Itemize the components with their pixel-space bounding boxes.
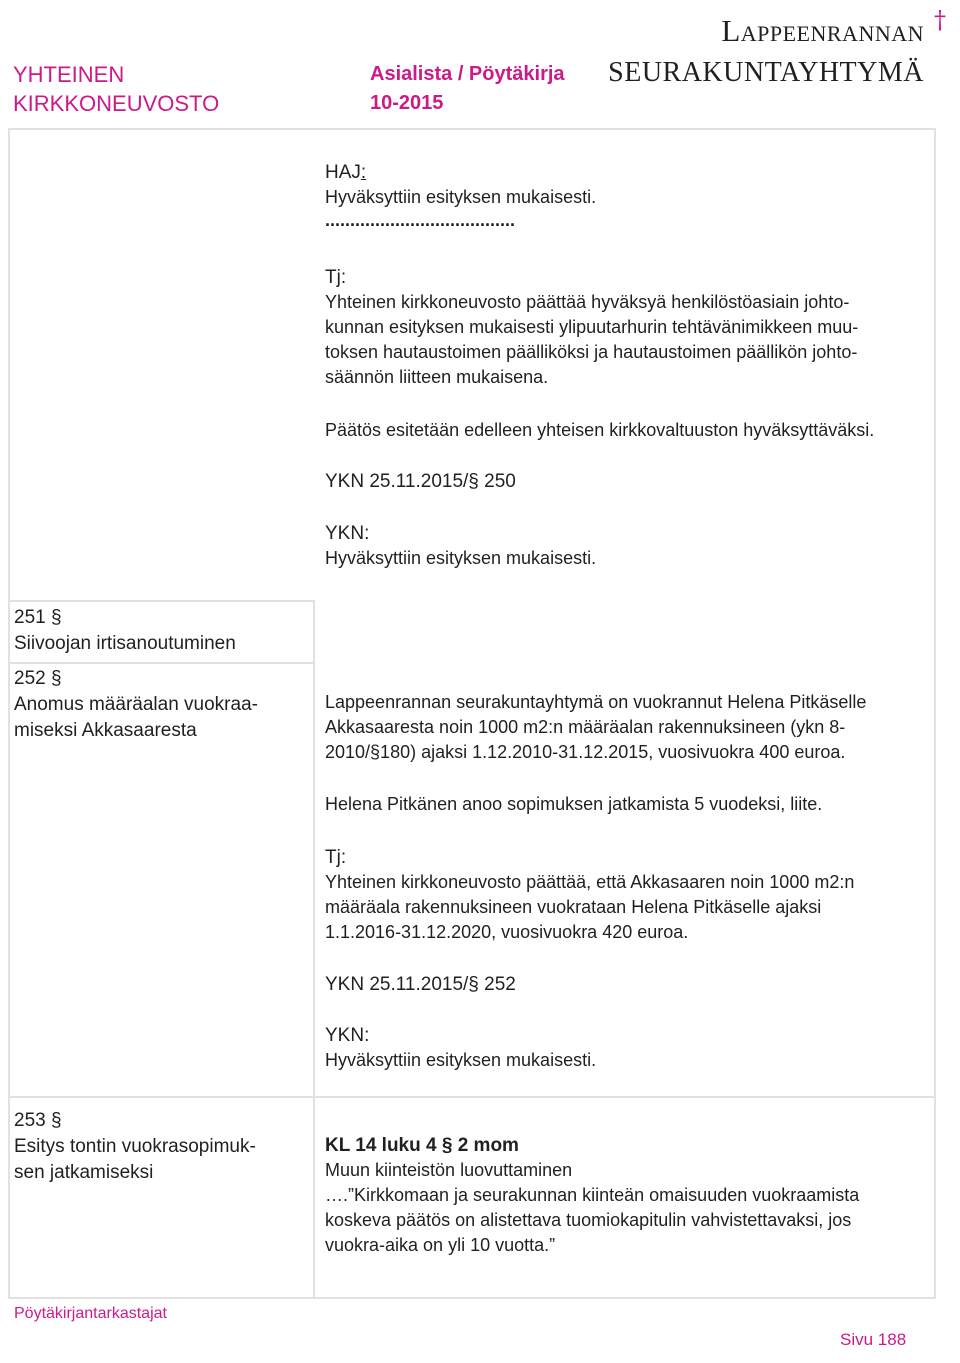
item-252-ykn-label: YKN:: [325, 1025, 370, 1046]
item-252-ykn-text: Hyväksyttiin esityksen mukaisesti.: [325, 1050, 597, 1070]
item-252-p1-line-2: Akkasaaresta noin 1000 m2:n määräalan rakennuksineen (ykn 8-: [325, 717, 846, 737]
ykn-text: Hyväksyttiin esityksen mukaisesti.: [325, 548, 597, 568]
decision-note: Päätös esitetään edelleen yhteisen kirkkovaltuuston hyväksyttäväksi.: [325, 420, 875, 440]
frame-top-rule: [8, 128, 936, 130]
haj-colon: :: [360, 162, 367, 183]
frame-right-rule: [934, 128, 936, 1298]
cross-icon: †: [934, 6, 946, 34]
item-252-number: 252 §: [14, 668, 62, 689]
ykn-decision-250: [325, 521, 925, 571]
tj-line-1: Yhteinen kirkkoneuvosto päättää hyväksyä henkilöstöasiain johto-: [325, 292, 850, 312]
brand-line-2: SEURAKUNTAYHTYMÄ: [608, 57, 924, 88]
item-253-rule: [8, 1096, 936, 1098]
header-organization: [13, 60, 219, 118]
haj-label: HAJ: [325, 162, 361, 183]
brand-logo: [608, 6, 946, 92]
ykn-label: YKN:: [325, 523, 370, 544]
tj-line-3: toksen hautaustoimen päälliköksi ja hautaustoimen päällikön johto-: [325, 342, 858, 362]
item-252-tj-label: Tj:: [325, 847, 347, 868]
item-251-number: 251 §: [14, 607, 62, 628]
quote-line-2: koskeva päätös on alistettava tuomiokapitulin vahvistettavaksi, jos: [325, 1210, 852, 1230]
tj-line-2: kunnan esityksen mukaisesti ylipuutarhurin tehtävänimikkeen muu-: [325, 317, 859, 337]
tj-line-4: säännön liitteen mukaisena.: [325, 367, 549, 387]
law-reference: KL 14 luku 4 § 2 mom: [325, 1135, 519, 1156]
frame-left-rule: [8, 128, 10, 1298]
item-252-heading: [14, 666, 299, 744]
item-251-heading: [14, 605, 299, 657]
doc-type-label: Asialista / Pöytäkirja: [370, 63, 565, 85]
item-253-heading: [14, 1108, 299, 1186]
quote-line-1: ….”Kirkkomaan ja seurakunnan kiinteän omaisuuden vuokraamista: [325, 1185, 860, 1205]
item-252-application: Helena Pitkänen anoo sopimuksen jatkamista 5 vuodeksi, liite.: [325, 794, 823, 814]
column-divider: [313, 600, 315, 1298]
haj-text: Hyväksyttiin esityksen mukaisesti.: [325, 187, 597, 207]
item-252-tj-line-2: määräala rakennuksineen vuokrataan Helena Pitkäselle ajaksi: [325, 897, 822, 917]
tj-proposal: [325, 265, 925, 390]
law-subtitle: Muun kiinteistön luovuttaminen: [325, 1160, 573, 1180]
org-line-2: KIRKKONEUVOSTO: [13, 91, 220, 116]
item-252-p1-line-3: 2010/§180) ajaksi 1.12.2010-31.12.2015, vuosivuokra 400 euroa.: [325, 742, 846, 762]
item-252-tj-line-1: Yhteinen kirkkoneuvosto päättää, että Akkasaaren noin 1000 m2:n: [325, 872, 855, 892]
item-252-p1-line-1: Lappeenrannan seurakuntayhtymä on vuokrannut Helena Pitkäselle: [325, 692, 867, 712]
org-line-1: YHTEINEN: [13, 62, 125, 87]
item-252-background: [325, 690, 925, 765]
ykn-decision-252: [325, 1023, 925, 1073]
brand-line-1: Lappeenrannan: [721, 13, 924, 48]
page-number: Sivu 188: [840, 1330, 907, 1349]
item-253-number: 253 §: [14, 1110, 62, 1131]
doc-number: 10-2015: [370, 92, 444, 114]
item-252-proposal: [325, 845, 925, 945]
item-251-title: Siivoojan irtisanoutuminen: [14, 633, 236, 654]
ykn-reference-252: YKN 25.11.2015/§ 252: [325, 974, 516, 995]
item-253-body: [325, 1133, 925, 1258]
item-252-tj-line-3: 1.1.2016-31.12.2020, vuosivuokra 420 euroa.: [325, 922, 689, 942]
haj-decision: [325, 160, 925, 233]
header-document-type: [370, 60, 565, 118]
footer-reviewers: Pöytäkirjantarkastajat: [14, 1305, 167, 1322]
item-252-rule: [8, 662, 314, 664]
item-253-title-line-2: sen jatkamiseksi: [14, 1162, 154, 1183]
item-252-title-line-2: miseksi Akkasaaresta: [14, 720, 197, 741]
ykn-reference-250: YKN 25.11.2015/§ 250: [325, 471, 516, 492]
separator-dots: ......................................: [325, 210, 516, 230]
quote-line-3: vuokra-aika on yli 10 vuotta.”: [325, 1235, 556, 1255]
item-252-title-line-1: Anomus määräalan vuokraa-: [14, 694, 258, 715]
frame-bottom-rule: [8, 1297, 936, 1299]
item-253-title-line-1: Esitys tontin vuokrasopimuk-: [14, 1136, 256, 1157]
item-251-rule: [8, 600, 314, 602]
tj-label: Tj:: [325, 267, 347, 288]
